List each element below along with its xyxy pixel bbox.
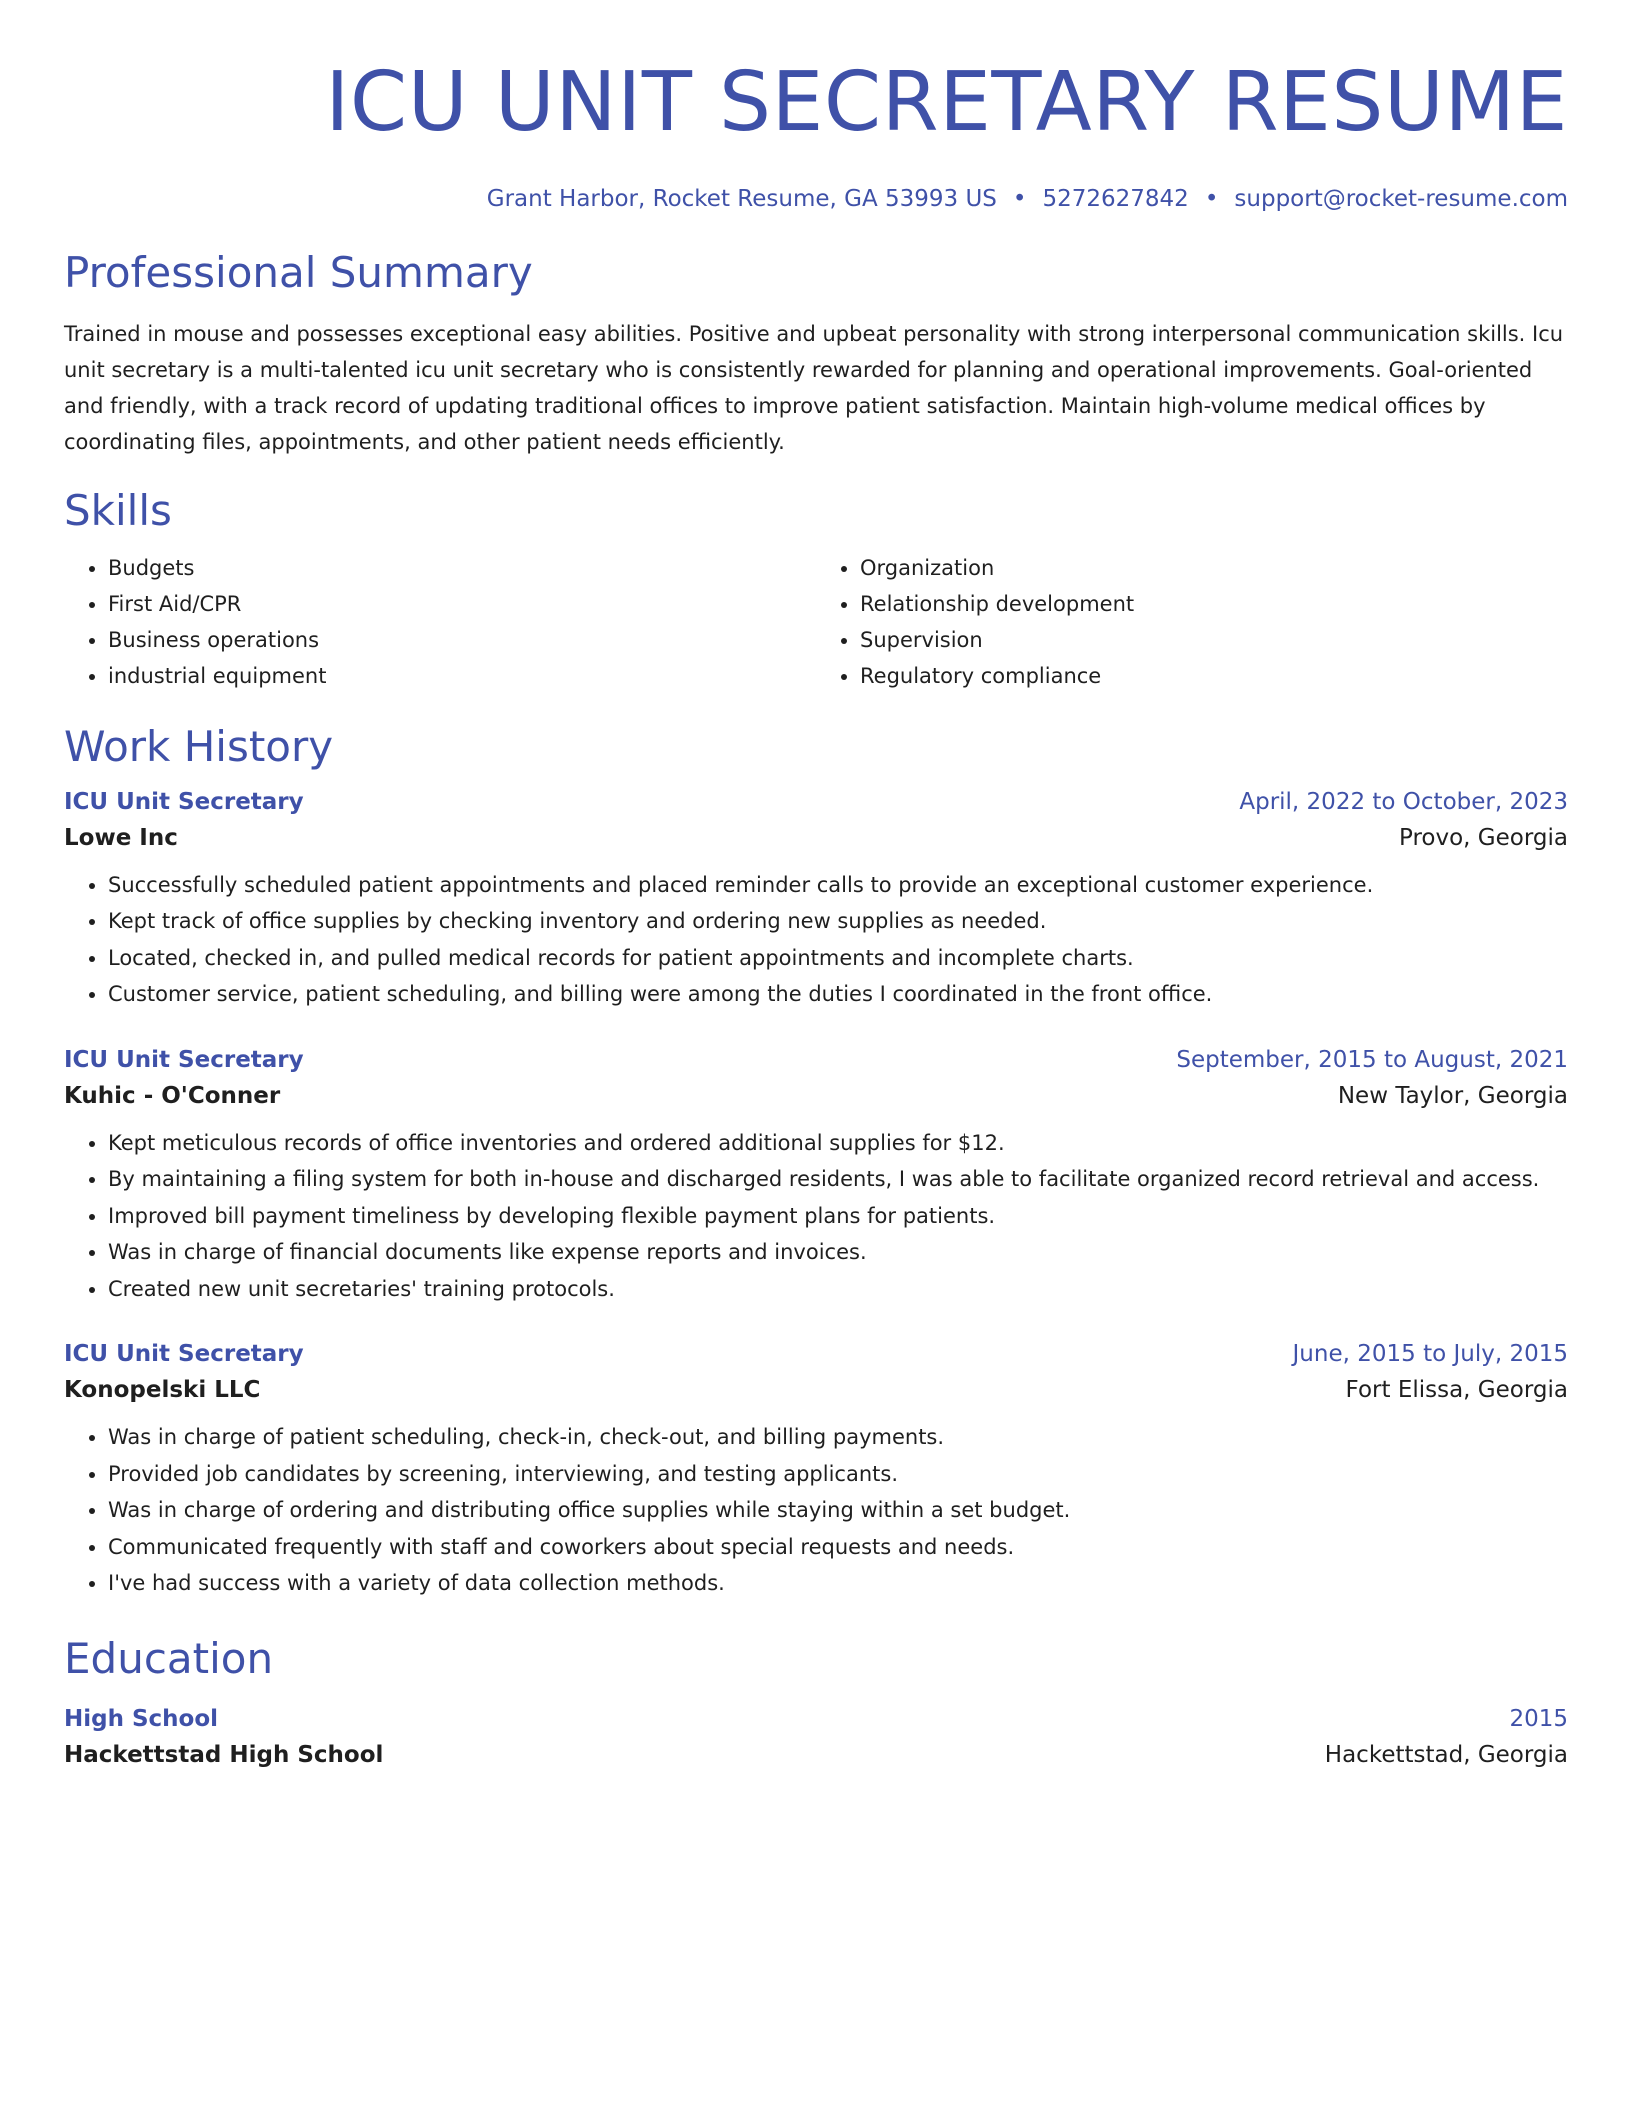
work-history-heading: Work History: [64, 722, 334, 772]
skills-column-left: [64, 550, 816, 694]
job-entry: [64, 1341, 1568, 1602]
skill-item: • Supervision: [860, 622, 1568, 658]
job-bullet: • Successfully scheduled patient appointments and placed reminder calls to provide an exceptional customer experience.: [108, 867, 1568, 904]
contact-address: Grant Harbor, Rocket Resume, GA 53993 US: [486, 186, 997, 212]
skill-item: • industrial equipment: [108, 658, 816, 694]
job-company-row: [64, 1377, 1568, 1403]
job-company: Kuhic - O'Conner: [64, 1082, 281, 1109]
job-bullet: • Customer service, patient scheduling, and billing were among the duties I coordinated in the front office.: [108, 976, 1568, 1013]
job-header-row: [64, 789, 1568, 815]
summary-text: Trained in mouse and possesses exceptional easy abilities. Positive and upbeat personality with strong interpersonal communication skills. Icu unit secretary is a multi-talented icu unit secretary who is consistently rewarded for planning and operational improvements. Goal-oriented and friendly, with a track record of updating traditional offices to improve patient satisfaction. Maintain high-volume medical offices by coordinating files, appointments, and other patient needs efficiently.: [64, 322, 1564, 455]
contact-separator: •: [1012, 186, 1027, 212]
job-title: ICU Unit Secretary: [64, 1046, 304, 1073]
job-location: Provo, Georgia: [1399, 824, 1568, 851]
job-company-row: [64, 825, 1568, 851]
job-entry: [64, 1047, 1568, 1308]
skill-item: • Budgets: [108, 550, 816, 586]
job-bullets: [64, 1419, 1568, 1602]
job-bullet: • Was in charge of financial documents like expense reports and invoices.: [108, 1234, 1568, 1271]
summary-heading: Professional Summary: [64, 248, 533, 297]
skill-item: • Relationship development: [860, 586, 1568, 622]
job-bullet: • Was in charge of ordering and distributing office supplies while staying within a set budget.: [108, 1492, 1568, 1529]
job-bullet: • Improved bill payment timeliness by developing flexible payment plans for patients.: [108, 1198, 1568, 1235]
job-bullet: • Located, checked in, and pulled medical records for patient appointments and incomplete charts.: [108, 940, 1568, 977]
job-bullet: • Was in charge of patient scheduling, check-in, check-out, and billing payments.: [108, 1419, 1568, 1456]
education-degree: High School: [64, 1705, 219, 1732]
job-dates: April, 2022 to October, 2023: [1239, 788, 1568, 815]
job-dates: June, 2015 to July, 2015: [1292, 1341, 1568, 1368]
skill-item: • Regulatory compliance: [860, 658, 1568, 694]
education-header-row: [64, 1706, 1568, 1732]
job-bullet: • Kept meticulous records of office inventories and ordered additional supplies for $12.: [108, 1125, 1568, 1162]
skills-heading: Skills: [64, 486, 172, 536]
contact-email[interactable]: support@rocket-resume.com: [1234, 186, 1568, 212]
contact-phone: 5272627842: [1042, 186, 1189, 212]
job-company: Lowe Inc: [64, 824, 178, 851]
job-bullets: [64, 867, 1568, 1013]
skill-item: • Business operations: [108, 622, 816, 658]
education-year: 2015: [1509, 1705, 1568, 1732]
job-title: ICU Unit Secretary: [64, 788, 304, 815]
job-bullet: • By maintaining a filing system for both in-house and discharged residents, I was able to facilitate organized record retrieval and access.: [108, 1161, 1568, 1198]
job-dates: September, 2015 to August, 2021: [1176, 1046, 1568, 1073]
contact-line: [64, 186, 1568, 212]
skills-grid: [64, 550, 1568, 694]
job-location: New Taylor, Georgia: [1337, 1082, 1568, 1109]
job-bullet: • Kept track of office supplies by checking inventory and ordering new supplies as needed.: [108, 903, 1568, 940]
job-company-row: [64, 1083, 1568, 1109]
contact-separator: •: [1204, 186, 1219, 212]
job-title: ICU Unit Secretary: [64, 1341, 304, 1368]
skill-item: • Organization: [860, 550, 1568, 586]
education-location: Hackettstad, Georgia: [1324, 1741, 1568, 1768]
skills-column-right: [816, 550, 1568, 694]
job-header-row: [64, 1047, 1568, 1073]
job-location: Fort Elissa, Georgia: [1345, 1377, 1568, 1404]
job-bullet: • Communicated frequently with staff and coworkers about special requests and needs.: [108, 1529, 1568, 1566]
job-bullets: [64, 1125, 1568, 1308]
job-bullet: • I've had success with a variety of data collection methods.: [108, 1565, 1568, 1602]
job-company: Konopelski LLC: [64, 1377, 261, 1404]
job-bullet: • Created new unit secretaries' training protocols.: [108, 1271, 1568, 1308]
job-entry: [64, 789, 1568, 1013]
education-heading: Education: [64, 1633, 274, 1683]
job-bullet: • Provided job candidates by screening, interviewing, and testing applicants.: [108, 1456, 1568, 1493]
resume-title: ICU UNIT SECRETARY RESUME: [325, 55, 1568, 150]
education-school: Hackettstad High School: [64, 1741, 384, 1768]
job-header-row: [64, 1341, 1568, 1367]
skill-item: • First Aid/CPR: [108, 586, 816, 622]
education-school-row: [64, 1742, 1568, 1768]
education-entry: [64, 1706, 1568, 1768]
